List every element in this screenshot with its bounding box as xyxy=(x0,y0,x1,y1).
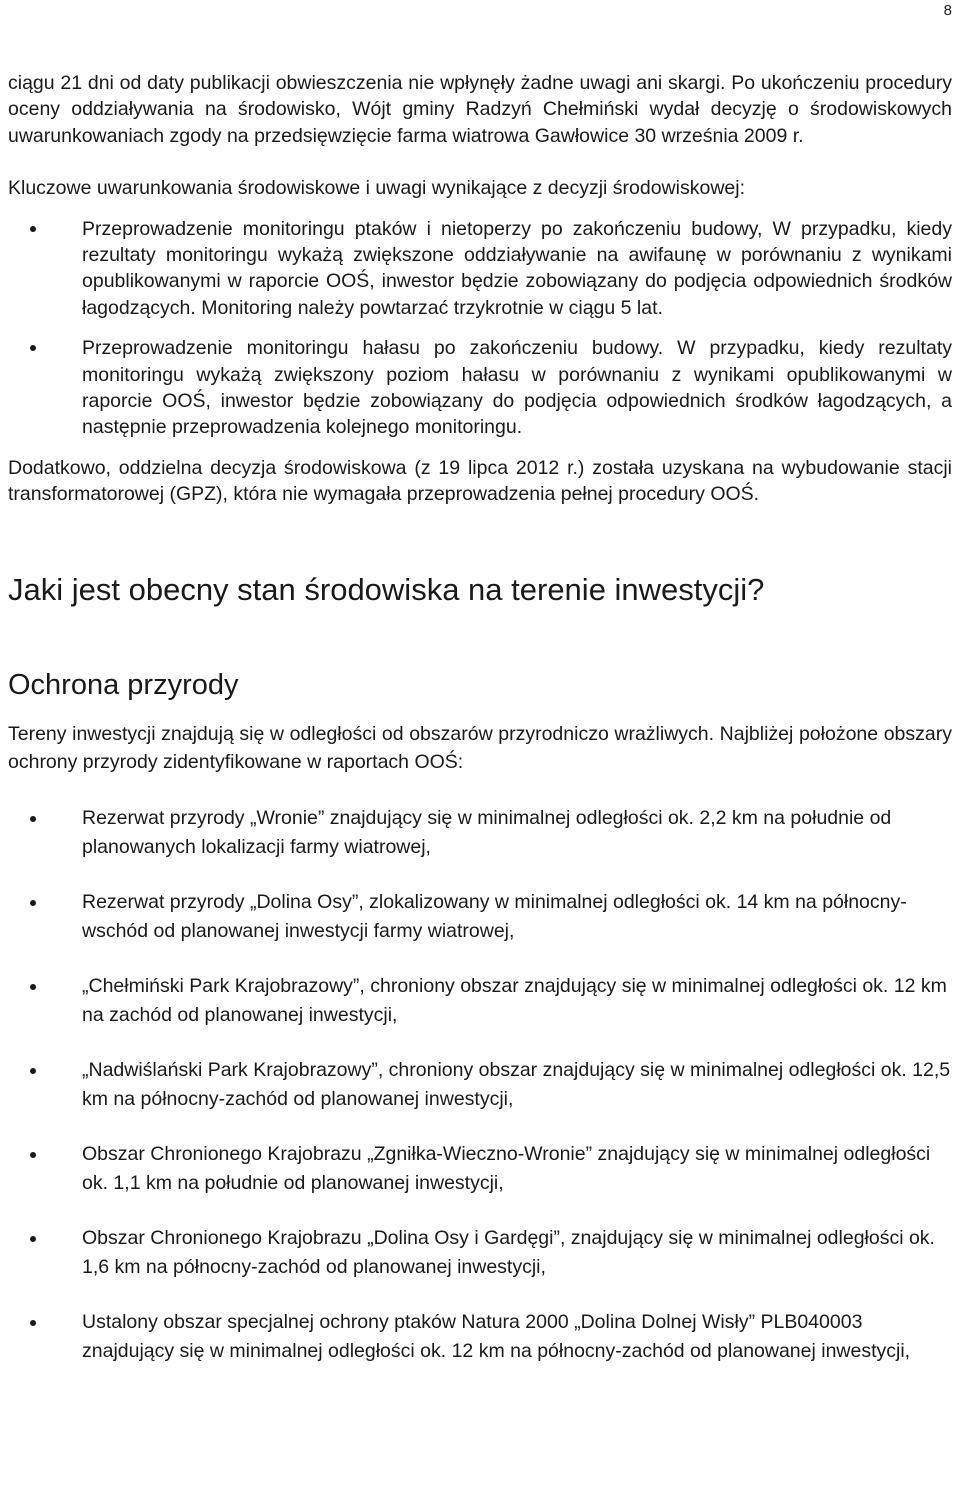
list-item-text: Ustalony obszar specjalnej ochrony ptaków Natura 2000 „Dolina Dolnej Wisły” PLB040003 znajdujący się w minimalnej odległości ok. 12 km na północny-zachód od planowanej inwestycji, xyxy=(82,1310,911,1362)
list-item xyxy=(8,216,952,322)
intro-paragraph: ciągu 21 dni od daty publikacji obwieszczenia nie wpłynęły żadne uwagi ani skargi. Po ukończeniu procedury oceny oddziaływania na środowisko, Wójt gminy Radzyń Chełmiński wydał decyzję o środowiskowych uwarunkowaniach zgody na przedsięwzięcie farma wiatrowa Gawłowice 30 września 2009 r. xyxy=(8,72,952,147)
list-item-text: „Chełmiński Park Krajobrazowy”, chroniony obszar znajdujący się w minimalnej odległości ok. 12 km na zachód od planowanej inwestycji, xyxy=(82,974,947,1026)
list-item xyxy=(8,1140,952,1198)
bullet-icon xyxy=(30,984,36,990)
list-item-text: Obszar Chronionego Krajobrazu „Dolina Osy i Gardęgi”, znajdujący się w minimalnej odległości ok. 1,6 km na północny-zachód od planowanej inwestycji, xyxy=(82,1226,935,1278)
list-item-text: Rezerwat przyrody „Dolina Osy”, zlokalizowany w minimalnej odległości ok. 14 km na północny-wschód od planowanej inwestycji farmy wiatrowej, xyxy=(82,890,907,942)
document-body xyxy=(8,70,952,1366)
bullet-icon xyxy=(30,1236,36,1242)
conditions-list xyxy=(8,216,952,441)
list-item xyxy=(8,335,952,441)
list-item xyxy=(8,804,952,862)
list-item-text: Obszar Chronionego Krajobrazu „Zgniłka-Wieczno-Wronie” znajdujący się w minimalnej odległości ok. 1,1 km na południe od planowanej inwestycji, xyxy=(82,1142,931,1194)
additional-decision-paragraph: Dodatkowo, oddzielna decyzja środowiskowa (z 19 lipca 2012 r.) została uzyskana na wybudowanie stacji transformatorowej (GPZ), która nie wymagała przeprowadzenia pełnej procedury OOŚ. xyxy=(8,456,952,506)
list-item xyxy=(8,972,952,1030)
list-item xyxy=(8,888,952,946)
list-item-text: Przeprowadzenie monitoringu ptaków i nietoperzy po zakończeniu budowy, W przypadku, kiedy rezultaty monitoringu wykażą zwiększone oddziaływanie na awifaunę w porównaniu z wynikami opublikowanymi w raporcie OOŚ, inwestor będzie zobowiązany do podjęcia odpowiednich środków łagodzących. Monitoring należy powtarzać trzykrotnie w ciągu 5 lat. xyxy=(82,217,952,319)
section-heading: Jaki jest obecny stan środowiska na terenie inwestycji? xyxy=(8,571,765,607)
list-item-text: Przeprowadzenie monitoringu hałasu po zakończeniu budowy. W przypadku, kiedy rezultaty monitoringu wykażą zwiększony poziom hałasu w porównaniu z wynikami opublikowanymi w raporcie OOŚ, inwestor będzie zobowiązany do podjęcia odpowiednich środków łagodzących, a następnie przeprowadzenia kolejnego monitoringu. xyxy=(82,337,952,439)
subsection-heading: Ochrona przyrody xyxy=(8,668,239,701)
conditions-intro: Kluczowe uwarunkowania środowiskowe i uwagi wynikające z decyzji środowiskowej: xyxy=(8,177,745,200)
protected-areas-list xyxy=(8,804,952,1366)
bullet-icon xyxy=(30,226,36,232)
list-item-text: „Nadwiślański Park Krajobrazowy”, chroniony obszar znajdujący się w minimalnej odległości ok. 12,5 km na północny-zachód od planowanej inwestycji, xyxy=(82,1058,951,1110)
bullet-icon xyxy=(30,816,36,822)
list-item xyxy=(8,1056,952,1114)
bullet-icon xyxy=(30,345,36,351)
list-item xyxy=(8,1308,952,1366)
bullet-icon xyxy=(30,1152,36,1158)
nature-protection-paragraph: Tereny inwestycji znajdują się w odległości od obszarów przyrodniczo wrażliwych. Najbliżej położone obszary ochrony przyrody zidentyfikowane w raportach OOŚ: xyxy=(8,722,952,773)
bullet-icon xyxy=(30,1068,36,1074)
page-number: 8 xyxy=(943,2,952,19)
bullet-icon xyxy=(30,900,36,906)
bullet-icon xyxy=(30,1320,36,1326)
list-item-text: Rezerwat przyrody „Wronie” znajdujący się w minimalnej odległości ok. 2,2 km na południe od planowanych lokalizacji farmy wiatrowej, xyxy=(82,806,892,858)
list-item xyxy=(8,1224,952,1282)
